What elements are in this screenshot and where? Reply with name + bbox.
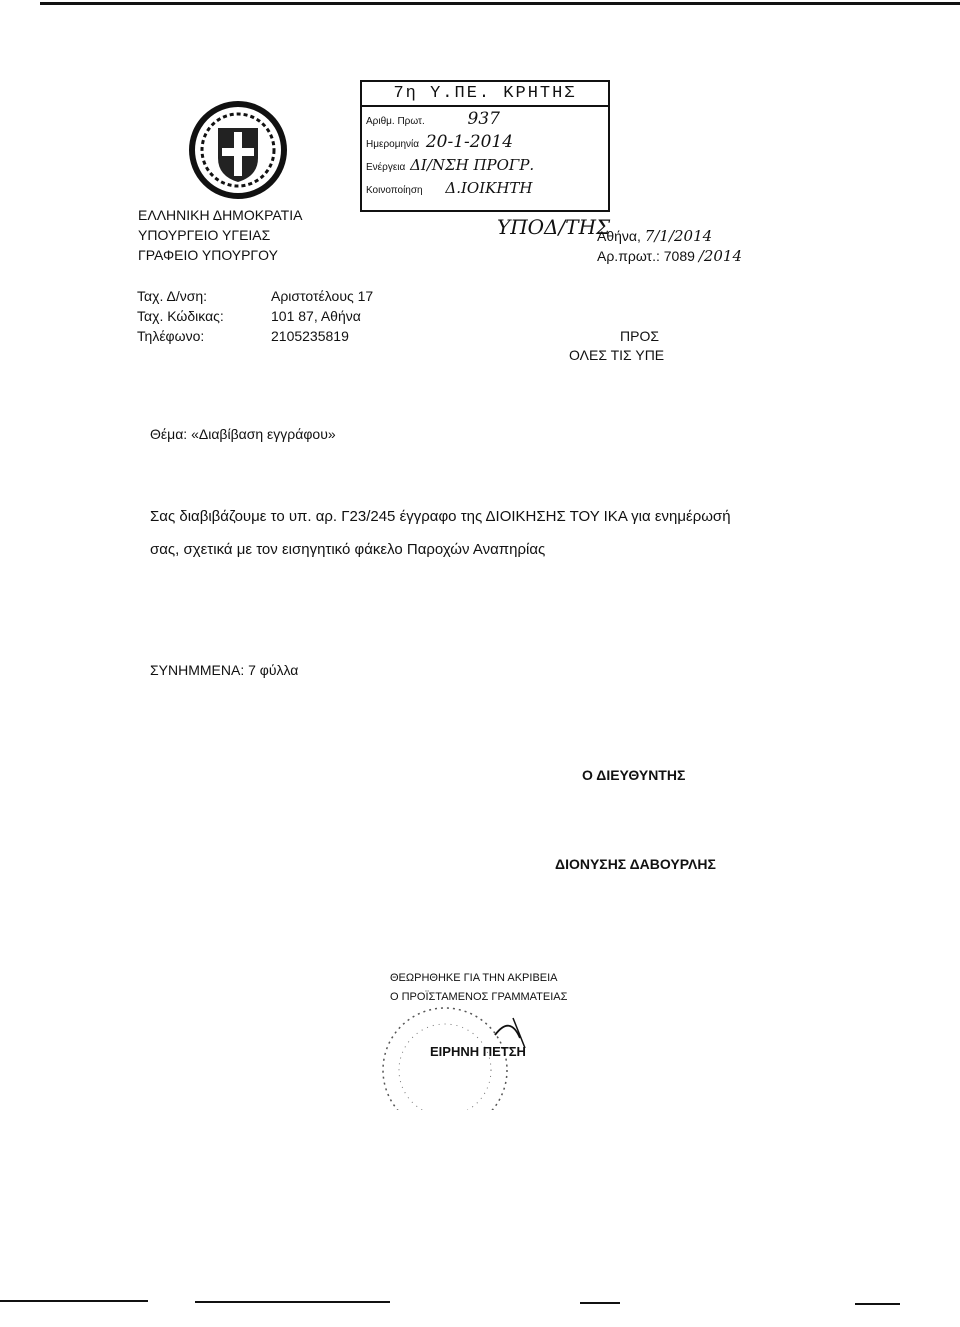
address-row	[137, 326, 373, 346]
handwritten-note: ΥΠΟΔ/ΤΗΣ	[497, 215, 611, 239]
address-value: Αριστοτέλους 17	[271, 288, 374, 304]
stamp-row-value: 937	[467, 109, 500, 129]
scan-bottom-mark	[0, 1300, 148, 1302]
stamp-row-label: Κοινοποίηση	[366, 185, 423, 196]
recipient-name: ΟΛΕΣ ΤΙΣ ΥΠΕ	[569, 347, 665, 363]
scan-bottom-mark	[195, 1301, 390, 1303]
cert-line-3: ΕΙΡΗΝΗ ΠΕΤΣΗ	[430, 1044, 526, 1059]
coat-of-arms-emblem	[188, 100, 288, 200]
scan-top-border	[40, 2, 960, 5]
body-line-2: σας, σχετικά με τον εισηγητικό φάκελο Παροχών Αναπηρίας	[150, 541, 546, 558]
scan-bottom-mark	[580, 1302, 620, 1304]
stamp-row-label: Ημερομηνία	[366, 139, 420, 150]
stamp-row-value: ΔΙ/ΝΣΗ ΠΡΟΓΡ.	[410, 156, 535, 174]
header-country: ΕΛΛΗΝΙΚΗ ΔΗΜΟΚΡΑΤΙΑ	[138, 207, 303, 223]
stamp-row-value: 20-1-2014	[425, 132, 514, 152]
header-office: ΓΡΑΦΕΙΟ ΥΠΟΥΡΓΟΥ	[138, 247, 278, 263]
address-label: Τηλέφωνο:	[137, 328, 205, 344]
body-line-1: Σας διαβιβάζουμε το υπ. αρ. Γ23/245 έγγραφο της ΔΙΟΙΚΗΣΗΣ ΤΟΥ ΙΚΑ για ενημέρωσή	[150, 508, 731, 525]
attachments-note: ΣΥΝΗΜΜΕΝΑ: 7 φύλλα	[150, 662, 299, 678]
stamp-row-label: Ενέργεια	[366, 162, 406, 173]
stamp-row	[366, 155, 604, 178]
cert-line-1: ΘΕΩΡΗΘΗΚΕ ΓΙΑ ΤΗΝ ΑΚΡΙΒΕΙΑ	[390, 972, 558, 984]
address-label: Ταχ. Κώδικας:	[137, 308, 224, 324]
stamp-title: 7η Υ.ΠΕ. ΚΡΗΤΗΣ	[362, 82, 608, 107]
protocol-suffix: /2014	[698, 247, 743, 265]
address-label: Ταχ. Δ/νση:	[137, 288, 208, 304]
stamp-row	[366, 178, 604, 201]
recipient-heading: ΠΡΟΣ	[620, 328, 659, 344]
protocol-number-line	[597, 247, 742, 265]
date-value: 7/1/2014	[644, 227, 713, 245]
address-block	[137, 286, 373, 346]
certification-stamp	[345, 960, 605, 1110]
signer-name: ΔΙΟΝΥΣΗΣ ΔΑΒΟΥΡΛΗΣ	[555, 856, 716, 872]
signer-role: Ο ΔΙΕΥΘΥΝΤΗΣ	[582, 767, 686, 783]
date-line	[597, 227, 712, 245]
stamp-row	[366, 109, 604, 132]
protocol-label: Αρ.πρωτ.: 7089	[597, 248, 695, 264]
stamp-row-value: Δ.ΙΟΙΚΗΤΗ	[445, 179, 533, 197]
subject-line: Θέμα: «Διαβίβαση εγγράφου»	[150, 426, 336, 442]
address-row	[137, 306, 373, 326]
header-ministry: ΥΠΟΥΡΓΕΙΟ ΥΓΕΙΑΣ	[138, 227, 271, 243]
date-label: Αθήνα,	[597, 228, 641, 244]
address-value: 101 87, Αθήνα	[271, 308, 361, 324]
address-value: 2105235819	[271, 328, 349, 344]
stamp-row-label: Αριθμ. Πρωτ.	[366, 116, 425, 127]
cert-line-2: Ο ΠΡΟΪΣΤΑΜΕΝΟΣ ΓΡΑΜΜΑΤΕΙΑΣ	[390, 991, 568, 1003]
protocol-stamp	[360, 80, 610, 212]
address-row	[137, 286, 373, 306]
scan-bottom-mark	[855, 1303, 900, 1305]
stamp-row	[366, 132, 604, 155]
